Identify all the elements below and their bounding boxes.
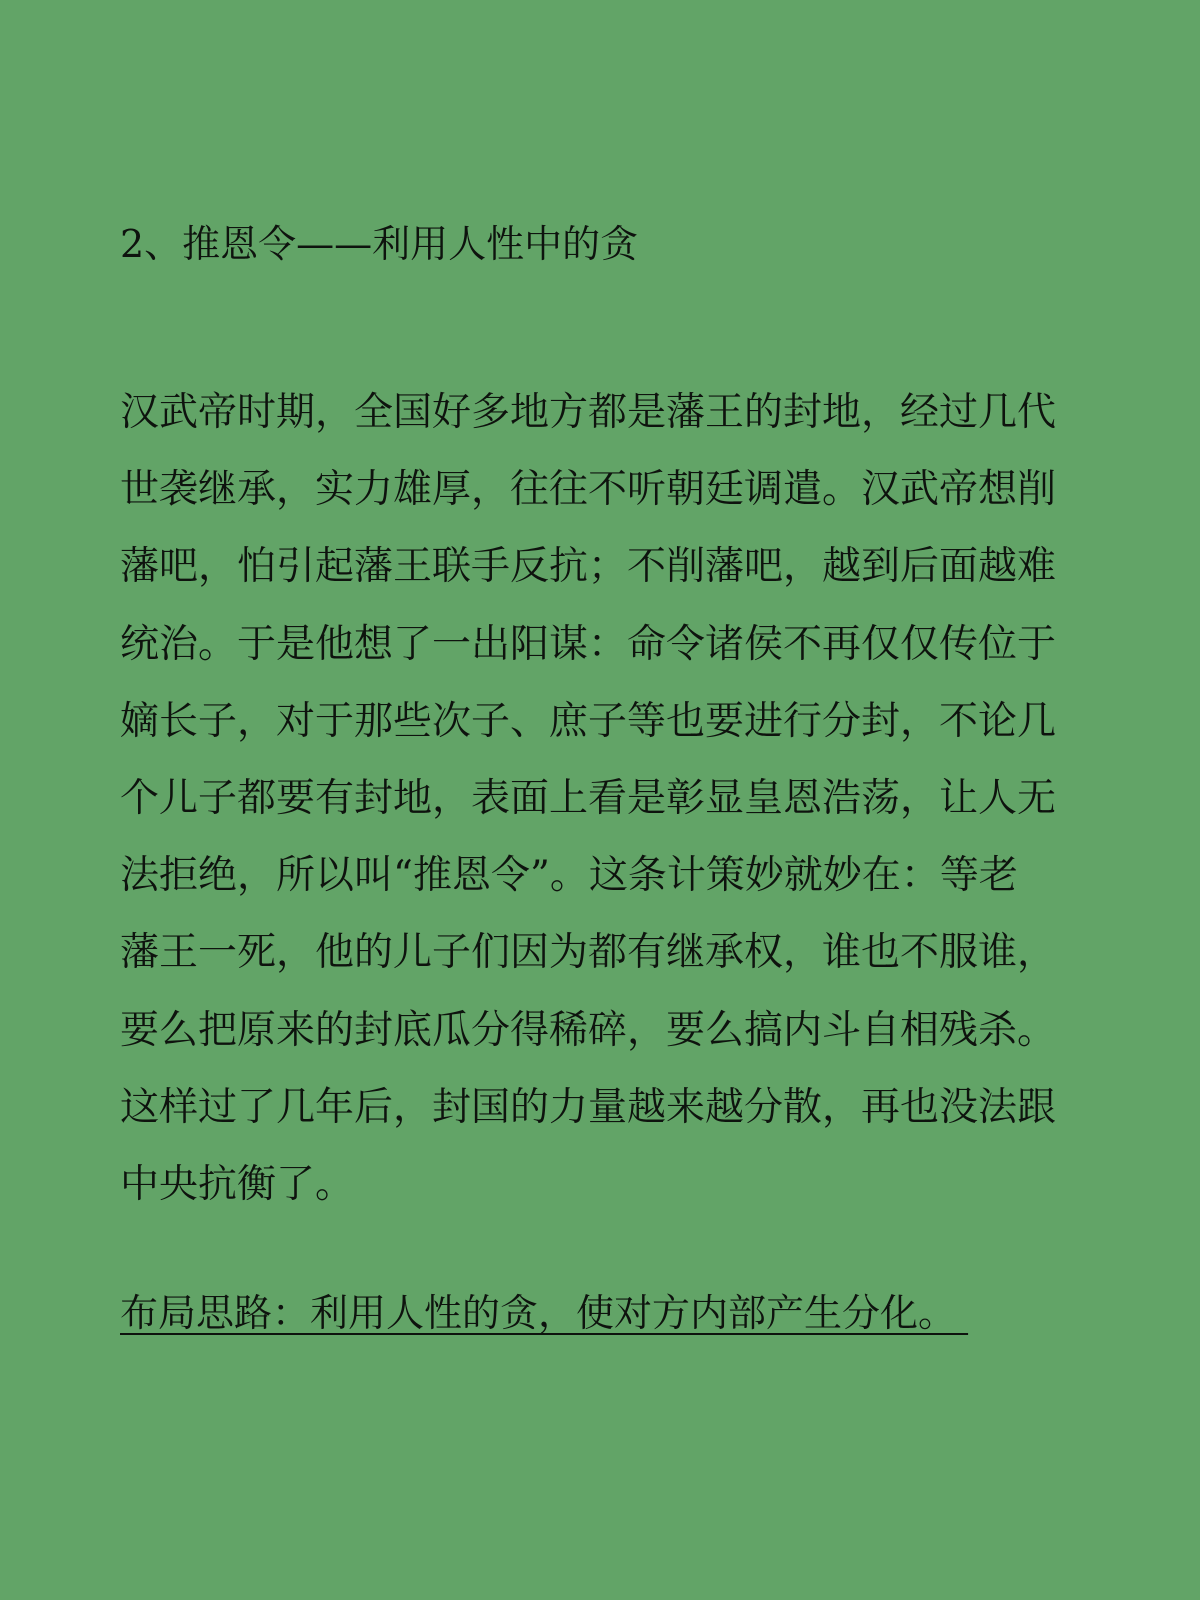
- paragraph-line: 要么把原来的封底瓜分得稀碎，要么搞内斗自相残杀。: [120, 1007, 1057, 1053]
- paragraph-line: 中央抗衡了。: [120, 1162, 355, 1208]
- section-heading: 2、推恩令——利用人性中的贪: [120, 222, 639, 266]
- paragraph-line: 世袭继承，实力雄厚，往往不听朝廷调遣。汉武帝想削: [120, 467, 1057, 513]
- paragraph-line: 藩吧，怕引起藩王联手反抗；不削藩吧，越到后面越难: [120, 544, 1057, 590]
- body-paragraph: [120, 374, 1080, 1223]
- paragraph-line: 法拒绝，所以叫“推恩令”。这条计策妙就妙在：等老: [120, 853, 1018, 899]
- paragraph-line: 汉武帝时期，全国好多地方都是藩王的封地，经过几代: [120, 390, 1057, 435]
- paragraph-line: 嫡长子，对于那些次子、庶子等也要进行分封，不论几: [120, 698, 1057, 744]
- paragraph-line: 这样过了几年后，封国的力量越来越分散，再也没法跟: [120, 1084, 1057, 1130]
- summary-underlined: 布局思路：利用人性的贪，使对方内部产生分化。: [120, 1291, 969, 1335]
- paragraph-line: 个儿子都要有封地，表面上看是彰显皇恩浩荡，让人无: [120, 776, 1057, 822]
- paragraph-line: 藩王一死，他的儿子们因为都有继承权，谁也不服谁，: [120, 930, 1057, 976]
- paragraph-line: 统治。于是他想了一出阳谋：命令诸侯不再仅仅传位于: [120, 621, 1057, 667]
